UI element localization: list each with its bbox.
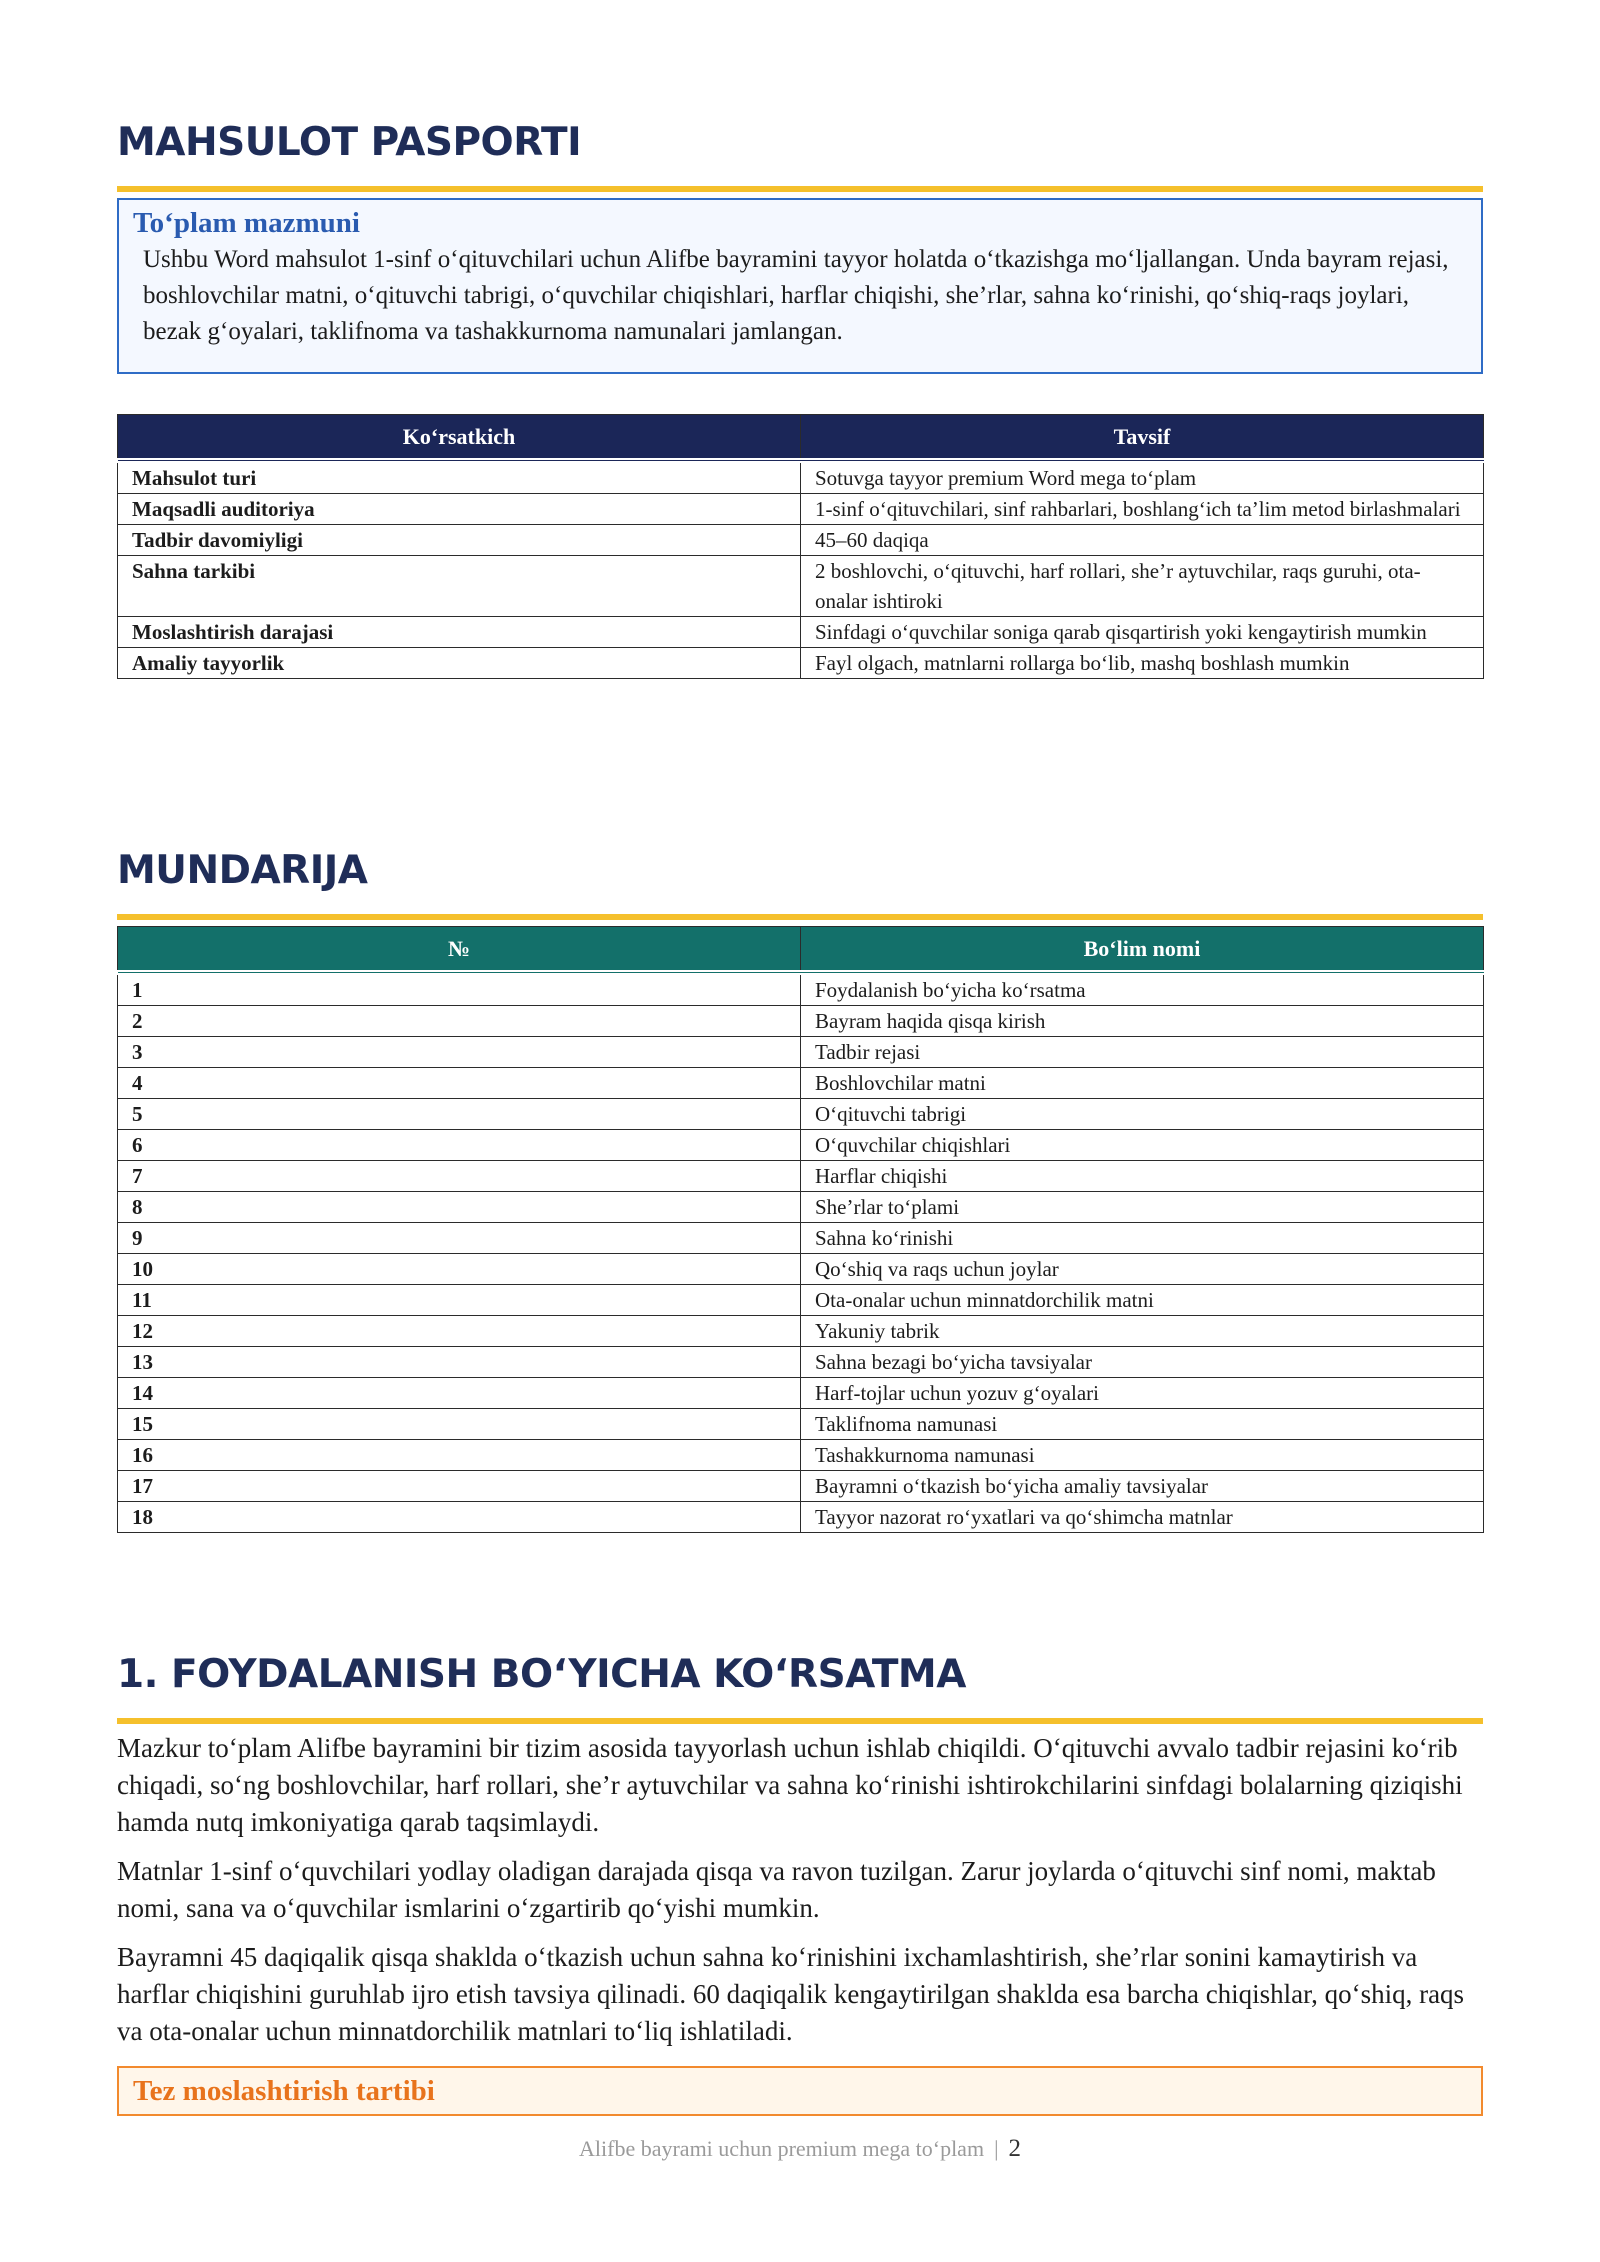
table-row xyxy=(118,617,1484,648)
row-section-name: Ota-onalar uchun minnatdorchilik matni xyxy=(801,1285,1484,1316)
row-key: Sahna tarkibi xyxy=(118,556,801,617)
row-section-name: Bayram haqida qisqa kirish xyxy=(801,1006,1484,1037)
table-header-number: № xyxy=(118,927,801,973)
row-number: 15 xyxy=(118,1409,801,1440)
row-number: 1 xyxy=(118,973,801,1006)
row-section-name: Bayramni o‘tkazish bo‘yicha amaliy tavsiyalar xyxy=(801,1471,1484,1502)
row-section-name: Tayyor nazorat ro‘yxatlari va qo‘shimcha matnlar xyxy=(801,1502,1484,1533)
row-key: Moslashtirish darajasi xyxy=(118,617,801,648)
page-number: 2 xyxy=(1008,2135,1021,2162)
contents-section xyxy=(117,848,1483,893)
row-section-name: O‘qituvchi tabrigi xyxy=(801,1099,1484,1130)
paragraph: Bayramni 45 daqiqalik qisqa shaklda o‘tkazish uchun sahna ko‘rinishini ixchamlashtirish, she’rlar sonini kamaytirish va harflar chiqishini guruhlab ijro etish tavsiya qilinadi. 60 daqiqalik kengaytirilgan shaklda esa barcha chiqishlar, qo‘shiq, raqs va ota-onalar uchun minnatdorchilik matnlari to‘liq ishlatiladi. xyxy=(117,1942,1465,2046)
row-section-name: Harf-tojlar uchun yozuv g‘oyalari xyxy=(801,1378,1484,1409)
heading-underline xyxy=(117,1718,1483,1724)
row-number: 18 xyxy=(118,1502,801,1533)
row-value: Sotuvga tayyor premium Word mega to‘plam xyxy=(801,461,1484,494)
quick-adjust-title: Tez moslashtirish tartibi xyxy=(133,2075,435,2107)
table-row xyxy=(118,1130,1484,1161)
row-section-name: Harflar chiqishi xyxy=(801,1161,1484,1192)
row-section-name: Sahna ko‘rinishi xyxy=(801,1223,1484,1254)
row-section-name: Qo‘shiq va raqs uchun joylar xyxy=(801,1254,1484,1285)
table-header-row xyxy=(118,927,1484,973)
row-number: 16 xyxy=(118,1440,801,1471)
paragraph: Matnlar 1-sinf o‘quvchilari yodlay oladigan darajada qisqa va ravon tuzilgan. Zarur joylarda o‘qituvchi sinf nomi, maktab nomi, sana va o‘quvchilar ismlarini o‘zgartirib qo‘yishi mumkin. xyxy=(117,1856,1436,1923)
section1-body xyxy=(117,1730,1483,2050)
table-row xyxy=(118,1285,1484,1316)
heading-underline xyxy=(117,186,1483,192)
footer-text: Alifbe bayrami uchun premium mega to‘plam xyxy=(579,2136,985,2161)
contents-table xyxy=(117,926,1484,1533)
table-row xyxy=(118,648,1484,679)
row-number: 9 xyxy=(118,1223,801,1254)
table-row xyxy=(118,1223,1484,1254)
passport-section xyxy=(117,120,1483,165)
heading-underline xyxy=(117,914,1483,920)
row-number: 5 xyxy=(118,1099,801,1130)
table-row xyxy=(118,1440,1484,1471)
row-value: 2 boshlovchi, o‘qituvchi, harf rollari, she’r aytuvchilar, raqs guruhi, ota-onalar ishtiroki xyxy=(801,556,1484,617)
table-row xyxy=(118,494,1484,525)
passport-heading: MAHSULOT PASPORTI xyxy=(117,120,582,165)
row-section-name: Taklifnoma namunasi xyxy=(801,1409,1484,1440)
row-key: Maqsadli auditoriya xyxy=(118,494,801,525)
page-footer xyxy=(0,2135,1600,2163)
row-key: Tadbir davomiyligi xyxy=(118,525,801,556)
row-number: 2 xyxy=(118,1006,801,1037)
table-header-section-name: Bo‘lim nomi xyxy=(801,927,1484,973)
row-section-name: Tadbir rejasi xyxy=(801,1037,1484,1068)
table-header-description: Tavsif xyxy=(801,415,1484,461)
table-row xyxy=(118,1037,1484,1068)
row-section-name: She’rlar to‘plami xyxy=(801,1192,1484,1223)
row-value: 1-sinf o‘qituvchilari, sinf rahbarlari, boshlang‘ich ta’lim metod birlashmalari xyxy=(801,494,1484,525)
section1 xyxy=(117,1652,1483,1697)
row-number: 7 xyxy=(118,1161,801,1192)
quick-adjust-box xyxy=(117,2066,1483,2116)
table-row xyxy=(118,1192,1484,1223)
row-value: Fayl olgach, matnlarni rollarga bo‘lib, mashq boshlash mumkin xyxy=(801,648,1484,679)
table-row xyxy=(118,1161,1484,1192)
table-row xyxy=(118,1068,1484,1099)
summary-box-text: Ushbu Word mahsulot 1-sinf o‘qituvchilari uchun Alifbe bayramini tayyor holatda o‘tkazishga mo‘ljallangan. Unda bayram rejasi, boshlovchilar matni, o‘qituvchi tabrigi, o‘quvchilar chiqishlari, harflar chiqishi, she’rlar, sahna ko‘rinishi, qo‘shiq-raqs joylari, bezak g‘oyalari, taklifnoma va tashakkurnoma namunalari jamlangan. xyxy=(143,246,1449,345)
row-number: 11 xyxy=(118,1285,801,1316)
paragraph: Mazkur to‘plam Alifbe bayramini bir tizim asosida tayyorlash uchun ishlab chiqildi. O‘qituvchi avvalo tadbir rejasini ko‘rib chiqadi, so‘ng boshlovchilar, harf rollari, she’r aytuvchilar va sahna ko‘rinishi ishtirokchilarini sinfdagi bolalarning qiziqishi hamda nutq imkoniyatiga qarab taqsimlaydi. xyxy=(117,1733,1463,1837)
row-section-name: Tashakkurnoma namunasi xyxy=(801,1440,1484,1471)
row-number: 8 xyxy=(118,1192,801,1223)
row-section-name: Foydalanish bo‘yicha ko‘rsatma xyxy=(801,973,1484,1006)
table-row xyxy=(118,1316,1484,1347)
table-row xyxy=(118,461,1484,494)
row-number: 12 xyxy=(118,1316,801,1347)
table-row xyxy=(118,973,1484,1006)
table-row xyxy=(118,1502,1484,1533)
row-section-name: O‘quvchilar chiqishlari xyxy=(801,1130,1484,1161)
row-number: 4 xyxy=(118,1068,801,1099)
contents-summary-box xyxy=(117,198,1483,374)
row-number: 13 xyxy=(118,1347,801,1378)
table-row xyxy=(118,1409,1484,1440)
table-row xyxy=(118,525,1484,556)
row-value: Sinfdagi o‘quvchilar soniga qarab qisqartirish yoki kengaytirish mumkin xyxy=(801,617,1484,648)
row-number: 14 xyxy=(118,1378,801,1409)
row-number: 10 xyxy=(118,1254,801,1285)
row-number: 6 xyxy=(118,1130,801,1161)
table-row xyxy=(118,1254,1484,1285)
row-section-name: Sahna bezagi bo‘yicha tavsiyalar xyxy=(801,1347,1484,1378)
footer-separator: | xyxy=(994,2136,999,2161)
row-number: 3 xyxy=(118,1037,801,1068)
table-row xyxy=(118,556,1484,617)
table-row xyxy=(118,1471,1484,1502)
summary-box-title: To‘plam mazmuni xyxy=(133,207,360,239)
table-row xyxy=(118,1099,1484,1130)
row-section-name: Yakuniy tabrik xyxy=(801,1316,1484,1347)
table-header-indicator: Ko‘rsatkich xyxy=(118,415,801,461)
row-value: 45–60 daqiqa xyxy=(801,525,1484,556)
table-row xyxy=(118,1378,1484,1409)
section1-heading: 1. FOYDALANISH BO‘YICHA KO‘RSATMA xyxy=(117,1652,966,1697)
row-section-name: Boshlovchilar matni xyxy=(801,1068,1484,1099)
row-key: Amaliy tayyorlik xyxy=(118,648,801,679)
row-number: 17 xyxy=(118,1471,801,1502)
table-row xyxy=(118,1347,1484,1378)
table-header-row xyxy=(118,415,1484,461)
table-row xyxy=(118,1006,1484,1037)
row-key: Mahsulot turi xyxy=(118,461,801,494)
passport-table xyxy=(117,414,1484,679)
contents-heading: MUNDARIJA xyxy=(117,848,368,893)
